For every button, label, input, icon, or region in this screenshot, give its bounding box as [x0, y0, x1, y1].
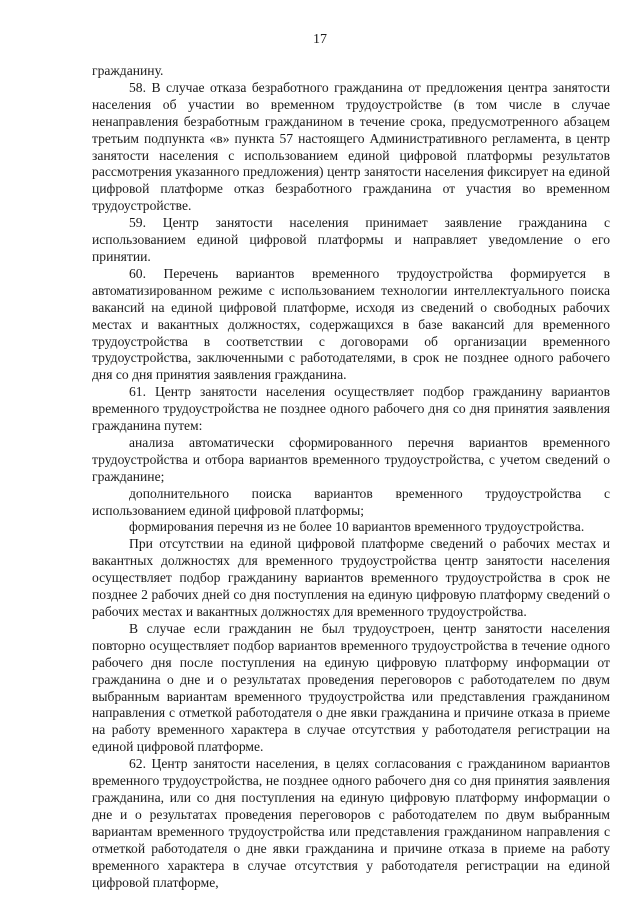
paragraph: гражданину.	[92, 63, 164, 78]
page-number: 17	[313, 32, 327, 47]
list-item: анализа автоматически сформированного перечня вариантов временного трудоустройства и отбора вариантов временного трудоустройства, с учетом сведений о гражданине;	[92, 434, 610, 484]
paragraph: При отсутствии на единой цифровой платформе сведений о рабочих местах и вакантных должностях для временного трудоустройства центр занятости населения осуществляет подбор гражданину вариантов временного трудоустройства в срок не позднее 2 рабочих дней со дня поступления на единую цифровую платформу сведений о рабочих местах и вакантных должностях для временного трудоустройства.	[92, 536, 610, 619]
paragraph-62: 62. Центр занятости населения, в целях согласования с гражданином вариантов временного трудоустройства, не позднее одного рабочего дня со дня принятия заявления гражданина, или со дня поступления на единую цифровую платформу информации о дне и о результатах проведения переговоров с работодателем по двум выбранным вариантам временного трудоустройства или представления гражданином направления с отметкой работодателя о дне явки гражданина и причине отказа в приеме на работу временного характера в случае отсутствия у работодателя регистрации на единой цифровой платформе,	[92, 756, 610, 890]
list-item: формирования перечня из не более 10 вариантов временного трудоустройства.	[129, 519, 585, 535]
paragraph-58: 58. В случае отказа безработного гражданина от предложения центра занятости населения об участии во временном трудоустройстве (в том числе в случае ненаправления безработным гражданином в течение срока, предусмотренного абзацем третьим подпункта «в» пункта 57 настоящего Административного регламента, в центр занятости населения с использованием единой цифровой платформы результатов рассмотрения указанного предложения) центр занятости населения фиксирует на единой цифровой платформе отказ безработного гражданина от участия во временном трудоустройстве.	[92, 79, 610, 214]
paragraph-59: 59. Центр занятости населения принимает заявление гражданина с использованием единой цифровой платформы и направляет уведомление о его принятии.	[92, 215, 610, 264]
paragraph-60: 60. Перечень вариантов временного трудоустройства формируется в автоматизированном режиме с использованием технологии интеллектуального поиска вакансий на единой цифровой платформе, исходя из сведений о свободных рабочих местах и вакантных должностях, содержащихся в базе вакансий для временного трудоустройства в соответствии с договорами об организации временного трудоустройства, заключенными с работодателями, в срок не позднее одного рабочего дня со дня принятия заявления гражданина.	[92, 265, 610, 383]
paragraph: В случае если гражданин не был трудоустроен, центр занятости населения повторно осуществляет подбор вариантов временного трудоустройства в течение одного рабочего дня после поступления на единую цифровую платформу информации от гражданина о дне и о результатах проведения переговоров с работодателем по двум выбранным вариантам временного трудоустройства или представления гражданином направления с отметкой работодателя о дне явки гражданина и причине отказа в приеме на работу временного характера в случае отсутствия у работодателя регистрации на единой цифровой платформе.	[92, 620, 610, 755]
list-item: дополнительного поиска вариантов временного трудоустройства с использованием единой цифровой платформы;	[92, 485, 610, 518]
document-body	[92, 63, 610, 891]
paragraph-61: 61. Центр занятости населения осуществляет подбор гражданину вариантов временного трудоустройства не позднее одного рабочего дня со дня принятия заявления гражданина путем:	[92, 384, 610, 434]
